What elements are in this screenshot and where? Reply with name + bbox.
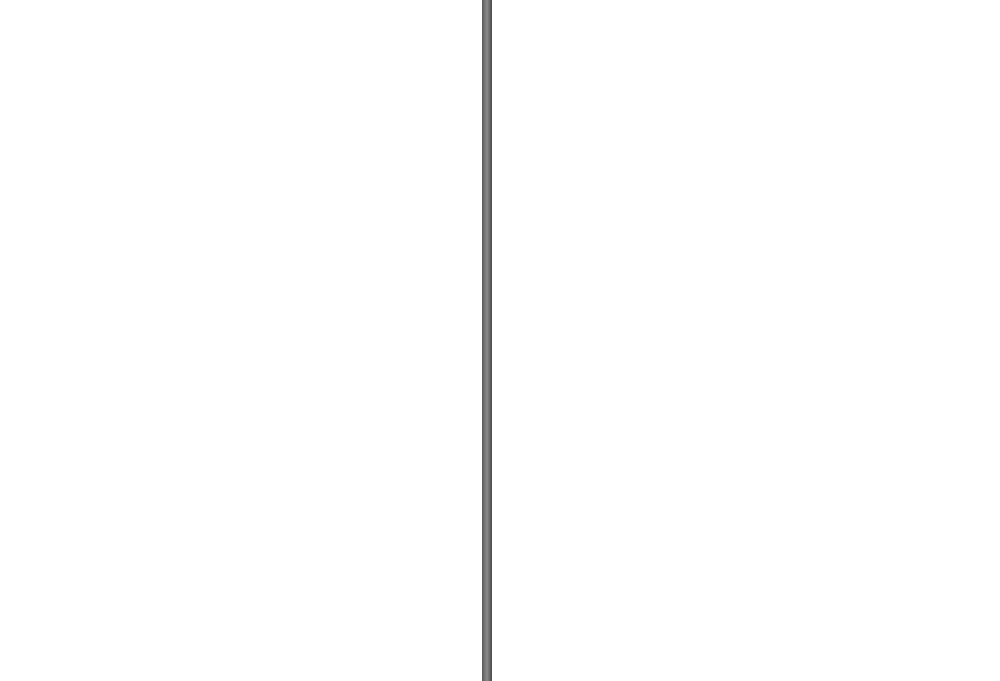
right-page xyxy=(492,0,1000,681)
left-page xyxy=(0,0,482,681)
page-divider xyxy=(482,0,492,681)
